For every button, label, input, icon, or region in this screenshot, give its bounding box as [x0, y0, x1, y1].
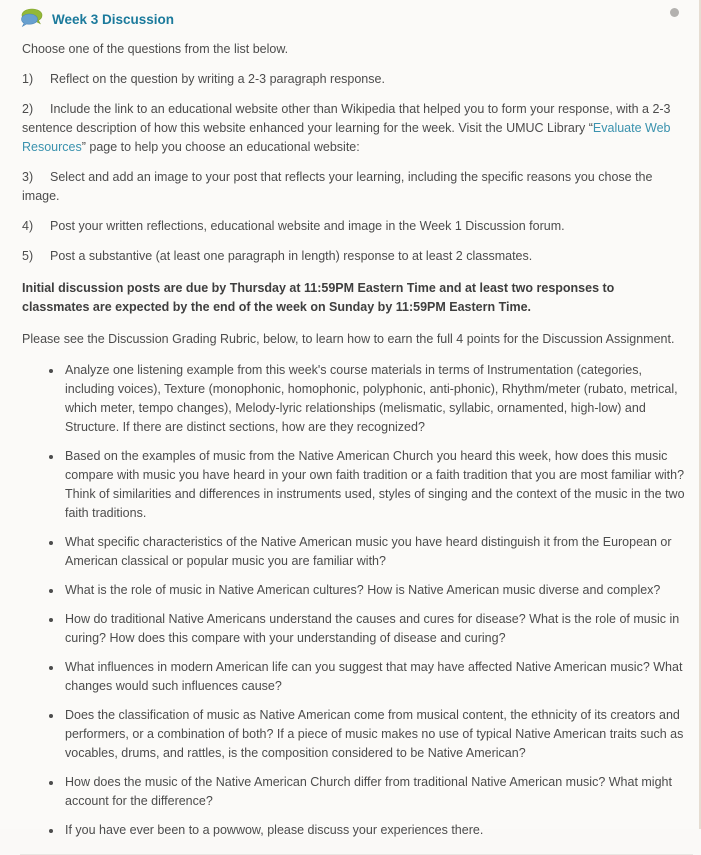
bullet-item: • How do traditional Native Americans understand the causes and cures for disease? What is the role of music in curing? How does this compare with your understanding of disease and curing? — [63, 610, 685, 648]
evaluate-web-resources-link[interactable]: Evaluate Web Resources — [22, 121, 671, 154]
bullet-item: • If you have ever been to a powwow, please discuss your experiences there. — [63, 821, 685, 840]
item-number: 3) — [22, 170, 34, 184]
bullet-item: • Does the classification of music as Native American come from musical content, the ethnicity of its creators and performers, or a combination of both? If a piece of music makes no use of typical Native American traits such as vocables, drums, and rattles, is the composition considered to be Native American? — [63, 706, 685, 763]
bullet-item: • How does the music of the Native American Church differ from traditional Native American music? What might account for the difference? — [63, 773, 685, 811]
item-text: Reflect on the question by writing a 2-3 paragraph response. — [50, 72, 385, 86]
topic-header — [0, 0, 699, 30]
numbered-item — [22, 100, 685, 157]
numbered-item — [22, 247, 685, 266]
discussion-bubbles-icon — [20, 8, 46, 30]
item-number: 5) — [22, 249, 34, 263]
intro-text: Choose one of the questions from the list below. — [22, 42, 289, 56]
item-text: Post a substantive (at least one paragraph in length) response to at least 2 classmates. — [50, 249, 533, 263]
item-number: 1) — [22, 72, 34, 86]
item-number: 2) — [22, 102, 34, 116]
topic-description — [0, 30, 699, 840]
page-title: Week 3 Discussion — [52, 11, 175, 27]
bullet-item: • What influences in modern American life can you suggest that may have affected Native American music? What changes would such influences cause? — [63, 658, 685, 696]
bullet-list — [44, 361, 685, 840]
numbered-item — [22, 217, 685, 236]
item-text: Post your written reflections, educational website and image in the Week 1 Discussion forum. — [50, 219, 565, 233]
bullet-item: • What is the role of music in Native American cultures? How is Native American music diverse and complex? — [63, 581, 685, 600]
numbered-item — [22, 168, 685, 206]
numbered-item — [22, 70, 685, 89]
item-text: Select and add an image to your post that reflects your learning, including the specific reasons you chose the image. — [22, 170, 653, 203]
item-number: 4) — [22, 219, 34, 233]
due-date-notice: Initial discussion posts are due by Thursday at 11:59PM Eastern Time and at least two responses to classmates are expected by the end of the week on Sunday by 11:59PM Eastern Time. — [22, 281, 615, 314]
numbered-list — [22, 70, 685, 266]
bullet-item: • Based on the examples of music from the Native American Church you heard this week, how does this music compare with music you have heard in your own faith tradition or a faith tradition that you are most familiar with? Think of similarities and differences in instruments used, styles of singing and the context of the music in the two faith traditions. — [63, 447, 685, 523]
bullet-item: • What specific characteristics of the Native American music you have heard distinguish it from the European or American classical or popular music you are familiar with? — [63, 533, 685, 571]
item-text: ” page to help you choose an educational website: — [81, 140, 360, 154]
item-text: Include the link to an educational website other than Wikipedia that helped you to form your response, with a 2-3 sentence description of how this website enhanced your learning for the week. Visit the UMUC Library “ — [22, 102, 671, 135]
status-dot-icon[interactable] — [670, 8, 679, 17]
rubric-note: Please see the Discussion Grading Rubric, below, to learn how to earn the full 4 points for the Discussion Assignment. — [22, 332, 675, 346]
bullet-item: • Analyze one listening example from this week's course materials in terms of Instrumentation (categories, including voices), Texture (monophonic, homophonic, polyphonic, anti-phonic), Rhythm/meter (rubato, metrical, which meter, tempo changes), Melody-lyric relationships (melismatic, syllabic, ornamented, high-low) and Structure. If there are distinct sections, how are they recognized? — [63, 361, 685, 437]
